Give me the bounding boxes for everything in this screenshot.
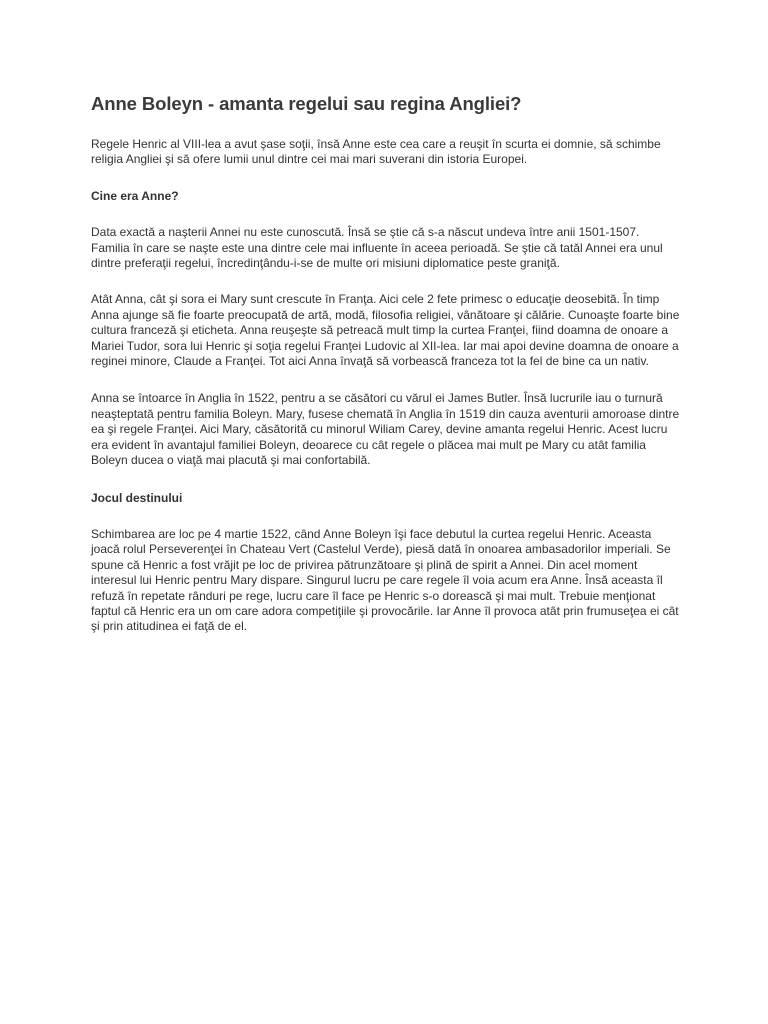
section-heading-cine-era-anne: Cine era Anne?	[91, 188, 179, 203]
paragraph-birth: Data exactă a naşterii Annei nu este cunoscută. Însă se ştie că s-a născut undeva între anii 1501-1507. Familia în care se naşte este una dintre cele mai influente în aceea perioadă. Se ştie că tatăl Annei era unul dintre preferaţii regelui, încredinţându-i-se de multe ori misiuni diplomatice peste graniţă.	[91, 225, 663, 271]
document-page	[91, 92, 681, 655]
paragraph-change: Schimbarea are loc pe 4 martie 1522, când Anne Boleyn îşi face debutul la curtea regelui Henric. Aceasta joacă rolul Perseverenţei în Chateau Vert (Castelul Verde), piesă dată în onoarea ambasadorilor imperiali. Se spune că Henric a fost vrăjit pe loc de privirea pătrunzătoare şi plină de spirit a Annei. Din acel moment interesul lui Henric pentru Mary dispare. Singurul lucru pe care regele îl voia acum era Anne. Însă aceasta îl refuză în repetate rânduri pe rege, lucru care îl face pe Henric s-o dorească şi mai mult. Trebuie menţionat faptul că Henric era un om care adora competiţiile şi provocările. Iar Anne îl provoca atât prin frumuseţea ei cât şi prin atitudinea ei faţă de el.	[91, 526, 679, 634]
document-title: Anne Boleyn - amanta regelui sau regina Angliei?	[91, 93, 522, 114]
paragraph-france: Atât Anna, cât şi sora ei Mary sunt crescute în Franţa. Aici cele 2 fete primesc o educaţie deosebită. În timp Anna ajunge să fie foarte preocupată de artă, modă, filosofia religiei, vânătoare şi călărie. Cunoaşte foarte bine cultura franceză şi eticheta. Anna reuşeşte să petreacă mult timp la curtea Franţei, fiind doamna de onoare a Mariei Tudor, sora lui Henric şi soţia regelui Franţei Ludovic al XII-lea. Iar mai apoi devine doamna de onoare a reginei minore, Claude a Franţei. Tot aici Anna învaţă să vorbească franceza tot la fel de bine ca un nativ.	[91, 292, 680, 369]
intro-paragraph: Regele Henric al VIII-lea a avut şase soţii, însă Anne este cea care a reuşit în scurta ei domnie, să schimbe religia Angliei şi să ofere lumii unul dintre cei mai mari suverani din istoria Europei.	[91, 137, 661, 167]
section-heading-jocul-destinului: Jocul destinului	[91, 490, 183, 505]
paragraph-return-england: Anna se întoarce în Anglia în 1522, pentru a se căsători cu vărul ei James Butler. Însă lucrurile iau o turnură neaşteptată pentru familia Boleyn. Mary, fusese chemată în Anglia în 1519 din cauza aventurii amoroase dintre ea şi regele Franţei. Aici Mary, căsătorită cu minorul Wiliam Carey, devine amanta regelui Henric. Acest lucru era evident în avantajul familiei Boleyn, deoarece cu cât regele o plăcea mai mult pe Mary cu atât familia Boleyn ducea o viaţă mai placută şi mai confortabilă.	[91, 391, 680, 468]
